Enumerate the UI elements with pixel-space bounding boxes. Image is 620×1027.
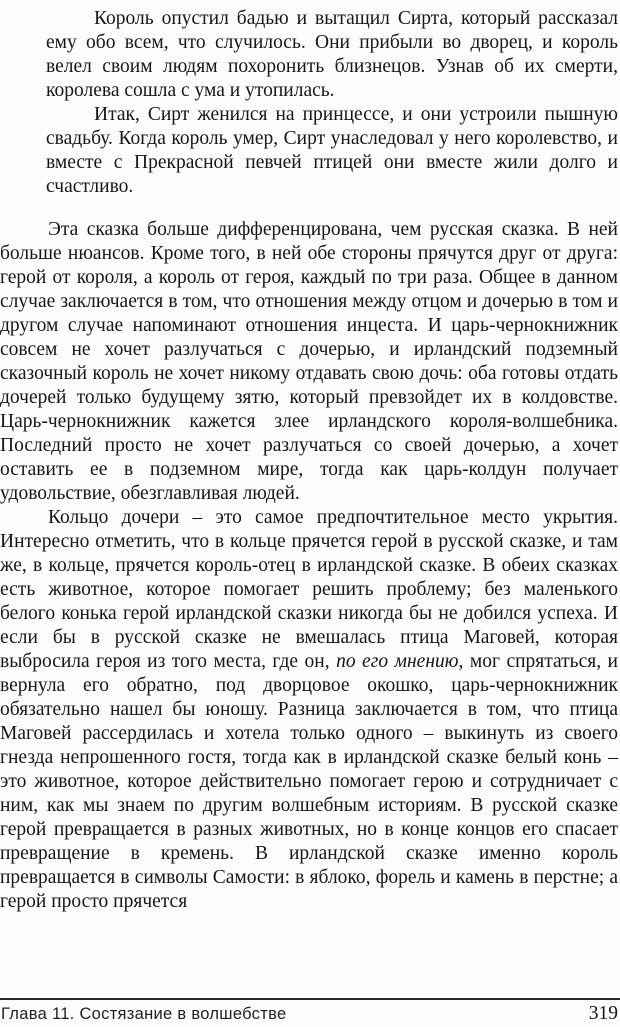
tale-paragraph: Итак, Сирт женился на принцессе, и они устроили пышную свадьбу. Когда король умер, Сирт унаследовал у него королевство, и вместе с Прекрасной певчей птицей они вместе жили долго и счастливо. — [46, 104, 618, 197]
running-title: Глава 11. Состязание в волшебстве — [1, 1005, 287, 1023]
analysis-block — [0, 218, 618, 914]
analysis-paragraph-2 — [0, 506, 618, 914]
analysis-paragraph-2-text: Кольцо дочери – это самое предпочтительное место укрытия. Интересно отметить, что в кольце прячется герой в русской сказке, и там же, в кольце, прячется король-отец в ирландской сказке. В обеих сказках есть животное, которое помогает решить проблему; без маленького белого конька герой ирландской сказки никогда бы не добился успеха. И если бы в русской сказке не вмешалась птица Маговей, которая выбросила героя из того места, где он, — [0, 507, 618, 672]
page-footer — [0, 998, 620, 1025]
tale-excerpt-block — [46, 7, 618, 199]
page-content — [0, 7, 618, 914]
analysis-paragraph-2-text: , мог спрятаться, и вернула его обратно, под дворцовое окошко, царь-чернокнижник обязательно нашел бы юношу. Разница заключается в том, что птица Маговей рассердилась и хотела только одного – выкинуть из своего гнезда непрошенного гостя, тогда как в ирландской сказке белый конь – это животное, которое действительно помогает герою и сотрудничает с ним, как мы знаем по другим волшебным историям. В русской сказке герой превращается в разных животных, но в конце концов его спасает превращение в кремень. В ирландской сказке именно король превращается в символы Самости: в яблоко, форель и камень в перстне; а герой просто прячется — [0, 651, 618, 912]
analysis-paragraph-1: Эта сказка больше дифференцирована, чем русская сказка. В ней больше нюансов. Кроме того, в ней обе стороны прячутся друг от друга: герой от короля, а король от героя, каждый по три раза. Общее в данном случае заключается в том, что отношения между отцом и дочерью в том и другом случае напоминают отношения инцеста. И царь-чернокнижник совсем не хочет разлучаться с дочерью, и ирландский подземный сказочный король не хочет никому отдавать свою дочь: оба готовы отдать дочерей только будущему зятю, который превзойдет их в колдовстве. Царь-чернокнижник кажется злее ирландского короля-волшебника. Последний просто не хочет разлучаться со своей дочерью, а хочет оставить ее в подземном мире, тогда как царь-колдун получает удовольствие, обезглавливая людей. — [0, 219, 618, 504]
page-number: 319 — [588, 1003, 618, 1024]
tale-paragraph: Король опустил бадью и вытащил Сирта, который рассказал ему обо всем, что случилось. Они прибыли во дворец, и король велел своим людям похоронить близнецов. Узнав об их смерти, королева сошла с ума и утопилась. — [46, 8, 618, 101]
italic-phrase: по его мнению — [336, 651, 459, 672]
